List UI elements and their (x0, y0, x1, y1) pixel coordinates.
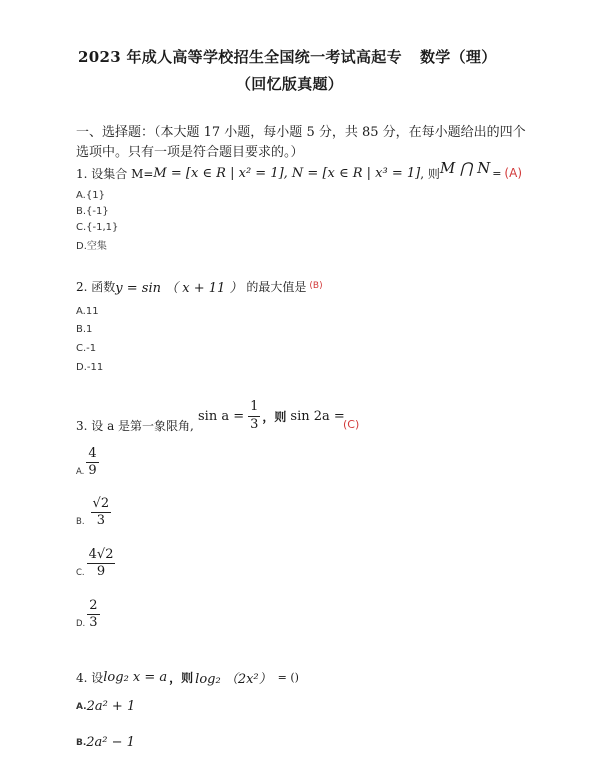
q4-option-a-text: 2a² + 1 (86, 699, 136, 714)
exam-subject: 数学（理） (420, 48, 497, 66)
q3-option-d-num: 2 (87, 599, 99, 615)
q1-option-c: C.{-1,1} (76, 222, 119, 233)
q3-option-c-num: 4√2 (87, 548, 116, 564)
q3-fraction-num: 1 (248, 400, 260, 416)
q2-option-b: B.1 (76, 324, 93, 335)
q3-condition (198, 398, 345, 434)
q3-option-d-fraction (87, 599, 99, 631)
q1-then: , 则 (420, 166, 440, 181)
section-heading-line2: 选项中。只有一项是符合题目要求的。） (76, 145, 304, 160)
q1-option-d: D.空集 (76, 241, 107, 252)
q4-prefix: 4. 设 (76, 670, 104, 685)
q3-option-b-label: B. (76, 516, 85, 527)
q3-option-a (76, 447, 99, 479)
q4-option-b (76, 735, 135, 750)
q2-prefix: 2. 函数 (76, 279, 116, 294)
exam-title: 2023 年成人高等学校招生全国统一考试高起专 (78, 48, 402, 66)
q3-then: ，则 (262, 409, 287, 424)
q3-option-c (76, 548, 115, 580)
q3-option-d-den: 3 (89, 615, 98, 631)
q3-option-c-label: C. (76, 567, 85, 578)
q1-option-b: B.{-1} (76, 206, 109, 217)
q3-option-a-label: A. (76, 466, 85, 477)
q2-option-a: A.11 (76, 306, 99, 317)
q2-option-d: D.-11 (76, 362, 104, 373)
section-heading-line1: 一、选择题：（本大题 17 小题，每小题 5 分，共 85 分，在每小题给出的四个 (76, 125, 526, 140)
q3-option-a-fraction (86, 447, 98, 479)
q1-expression: M = [x ∈ R | x² = 1], N = [x ∈ R | x³ = 1] (153, 165, 421, 181)
q3-option-c-fraction (87, 548, 116, 580)
q2-answer: (B) (309, 281, 323, 291)
q3-option-b (76, 497, 111, 529)
q3-option-a-den: 9 (88, 463, 97, 479)
q3-option-c-den: 9 (96, 564, 106, 580)
question-2 (76, 275, 323, 297)
q4-expression: log₂ x = a (103, 669, 168, 685)
q3-sin-2a: sin 2a = (290, 408, 345, 424)
q3-option-a-num: 4 (86, 447, 98, 463)
q4-option-a (76, 699, 135, 714)
q2-suffix: 的最大值是 (246, 279, 307, 294)
q3-option-b-fraction (91, 497, 112, 529)
exam-subtitle: （回忆版真题） (236, 75, 344, 93)
q1-equals: = (492, 166, 502, 180)
q3-prefix: 3. 设 a 是第一象限角, (76, 419, 194, 433)
q3-option-d-label: D. (76, 618, 86, 629)
q3-option-b-den: 3 (96, 513, 105, 529)
q1-answer: (A) (504, 166, 522, 180)
q1-intersection: M ⋂ N (439, 159, 491, 177)
q2-expression: y = sin （ x + 11 ） (115, 280, 243, 296)
q4-equals: = () (277, 670, 299, 684)
q3-option-d (76, 599, 100, 631)
q4-option-b-label: B. (76, 737, 87, 748)
q3-fraction-den: 3 (250, 416, 259, 432)
q3-answer: (C) (343, 418, 360, 431)
question-1 (76, 160, 522, 186)
question-4 (76, 666, 299, 688)
q4-option-b-text: 2a² − 1 (86, 735, 135, 750)
q4-then: ，则 (169, 670, 194, 685)
q1-option-a: A.{1} (76, 190, 105, 201)
q4-expression-2: log₂ （2x²） (195, 671, 272, 687)
q3-option-b-num: √2 (91, 497, 112, 513)
q3-sin-a: sin a = (198, 408, 245, 424)
q4-option-a-label: A. (76, 701, 87, 712)
q1-prefix: 1. 设集合 M= (76, 166, 154, 181)
q2-option-c: C.-1 (76, 343, 97, 354)
q3-fraction (248, 400, 260, 432)
